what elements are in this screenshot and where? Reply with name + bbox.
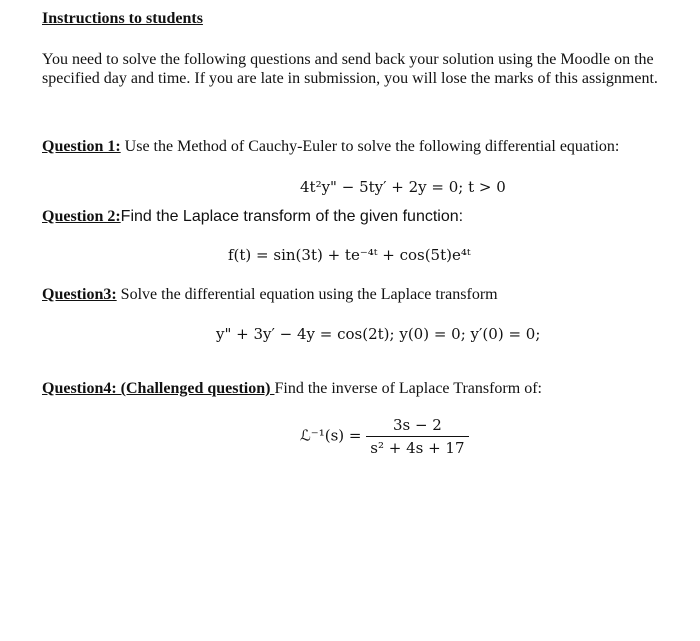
question-4-equation-lhs: ℒ⁻¹(s) = — [300, 426, 362, 445]
question-4-fraction — [366, 416, 468, 457]
question-1-text: Use the Method of Cauchy-Euler to solve the following differential equation: — [120, 138, 620, 155]
question-2 — [42, 208, 463, 226]
question-3-text: Solve the differential equation using the Laplace transform — [116, 286, 498, 303]
question-1 — [42, 138, 619, 156]
question-4-equation — [300, 416, 469, 457]
page-title: Instructions to students — [42, 10, 203, 27]
intro-paragraph: You need to solve the following questions and send back your solution using the Moodle on the specified day and time. If you are late in submission, you will lose the marks of this assignment. — [42, 51, 658, 87]
question-4 — [42, 380, 542, 398]
question-2-equation: f(t) = sin(3t) + te⁻⁴ᵗ + cos(5t)e⁴ᵗ — [228, 246, 471, 264]
question-1-equation: 4t²y" − 5ty′ + 2y = 0; t > 0 — [300, 178, 506, 196]
question-3-label: Question3: — [42, 286, 117, 303]
fraction-numerator: 3s − 2 — [366, 416, 468, 437]
question-1-label: Question 1: — [42, 138, 121, 155]
question-2-label: Question 2: — [42, 208, 121, 225]
question-4-label: Question4: (Challenged question) — [42, 380, 275, 397]
question-3 — [42, 286, 498, 304]
question-3-equation: y" + 3y′ − 4y = cos(2t); y(0) = 0; y′(0) = 0; — [216, 325, 541, 343]
question-2-text: Find the Laplace transform of the given function: — [120, 208, 464, 225]
question-4-text: Find the inverse of Laplace Transform of: — [274, 380, 542, 397]
fraction-denominator: s² + 4s + 17 — [370, 439, 465, 457]
